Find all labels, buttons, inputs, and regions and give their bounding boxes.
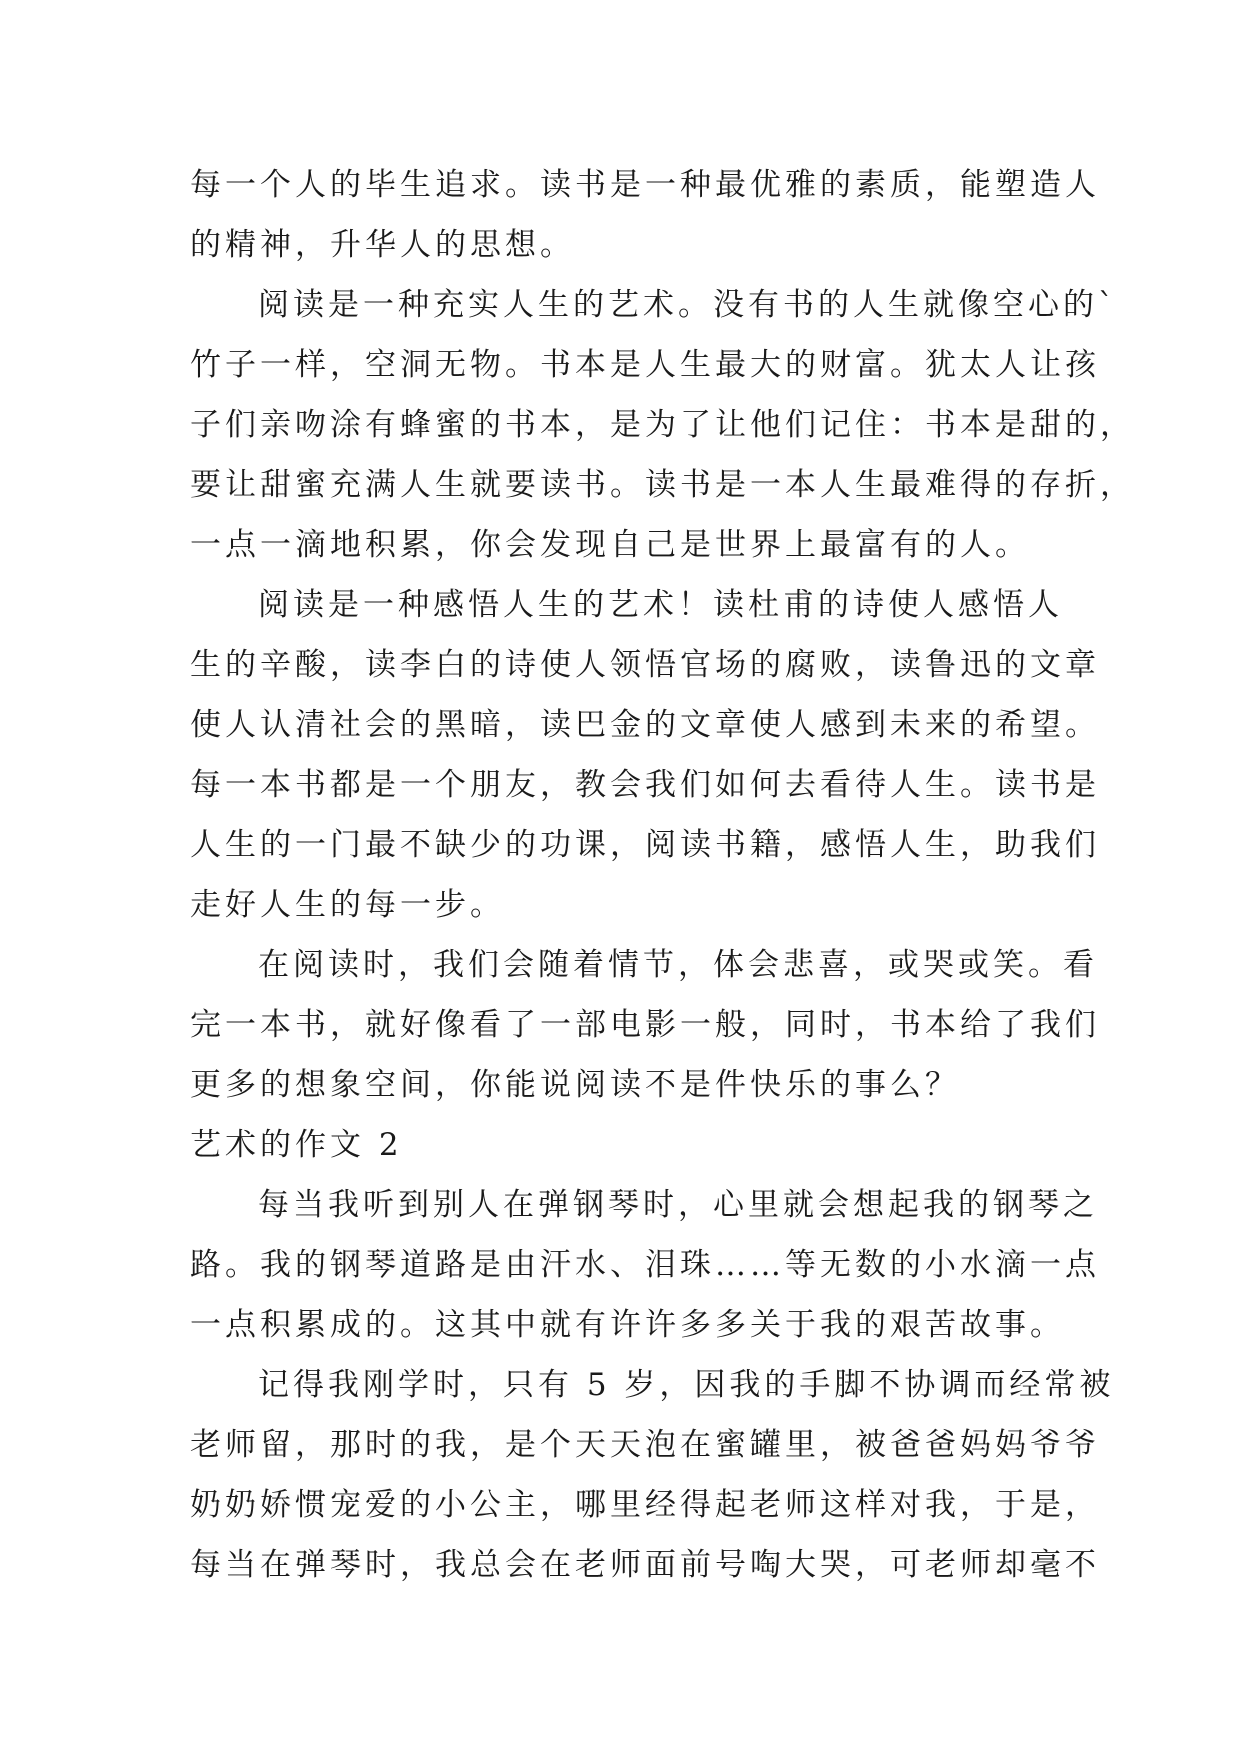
- text-line: 完一本书，就好像看了一部电影一般，同时，书本给了我们: [190, 1007, 1100, 1043]
- paragraph-start-line: 每当我听到别人在弹钢琴时，心里就会想起我的钢琴之: [258, 1187, 1098, 1223]
- text-line: 竹子一样，空洞无物。书本是人生最大的财富。犹太人让孩: [190, 347, 1100, 383]
- text-line: 一点一滴地积累，你会发现自己是世界上最富有的人。: [190, 527, 1030, 563]
- text-line: 一点积累成的。这其中就有许许多多关于我的艰苦故事。: [190, 1307, 1065, 1343]
- paragraph-start-line: 在阅读时，我们会随着情节，体会悲喜，或哭或笑。看: [258, 947, 1098, 983]
- document-body: [190, 155, 1135, 1595]
- paragraph-start-line: 阅读是一种充实人生的艺术。没有书的人生就像空心的`: [258, 287, 1118, 323]
- text-line: 生的辛酸，读李白的诗使人领悟官场的腐败，读鲁迅的文章: [190, 647, 1100, 683]
- text-line: 的精神，升华人的思想。: [190, 227, 575, 263]
- text-line: 老师留，那时的我，是个天天泡在蜜罐里，被爸爸妈妈爷爷: [190, 1427, 1100, 1463]
- section-heading: 艺术的作文 2: [190, 1127, 403, 1163]
- text-line: 人生的一门最不缺少的功课，阅读书籍，感悟人生，助我们: [190, 827, 1100, 863]
- paragraph-start-line: 记得我刚学时，只有 5 岁，因我的手脚不协调而经常被: [258, 1367, 1115, 1403]
- text-line: 走好人生的每一步。: [190, 887, 505, 923]
- text-line: 奶奶娇惯宠爱的小公主，哪里经得起老师这样对我，于是，: [190, 1487, 1100, 1523]
- paragraph-start-line: 阅读是一种感悟人生的艺术！读杜甫的诗使人感悟人: [258, 587, 1063, 623]
- text-line: 子们亲吻涂有蜂蜜的书本，是为了让他们记住：书本是甜的，: [190, 407, 1135, 443]
- text-line: 每当在弹琴时，我总会在老师面前号啕大哭，可老师却毫不: [190, 1547, 1100, 1583]
- text-line: 更多的想象空间，你能说阅读不是件快乐的事么？: [190, 1067, 960, 1103]
- text-line: 每一本书都是一个朋友，教会我们如何去看待人生。读书是: [190, 767, 1100, 803]
- text-line: 要让甜蜜充满人生就要读书。读书是一本人生最难得的存折，: [190, 467, 1135, 503]
- text-line: 使人认清社会的黑暗，读巴金的文章使人感到未来的希望。: [190, 707, 1100, 743]
- text-line: 路。我的钢琴道路是由汗水、泪珠……等无数的小水滴一点: [190, 1247, 1100, 1283]
- text-line: 每一个人的毕生追求。读书是一种最优雅的素质，能塑造人: [190, 167, 1100, 203]
